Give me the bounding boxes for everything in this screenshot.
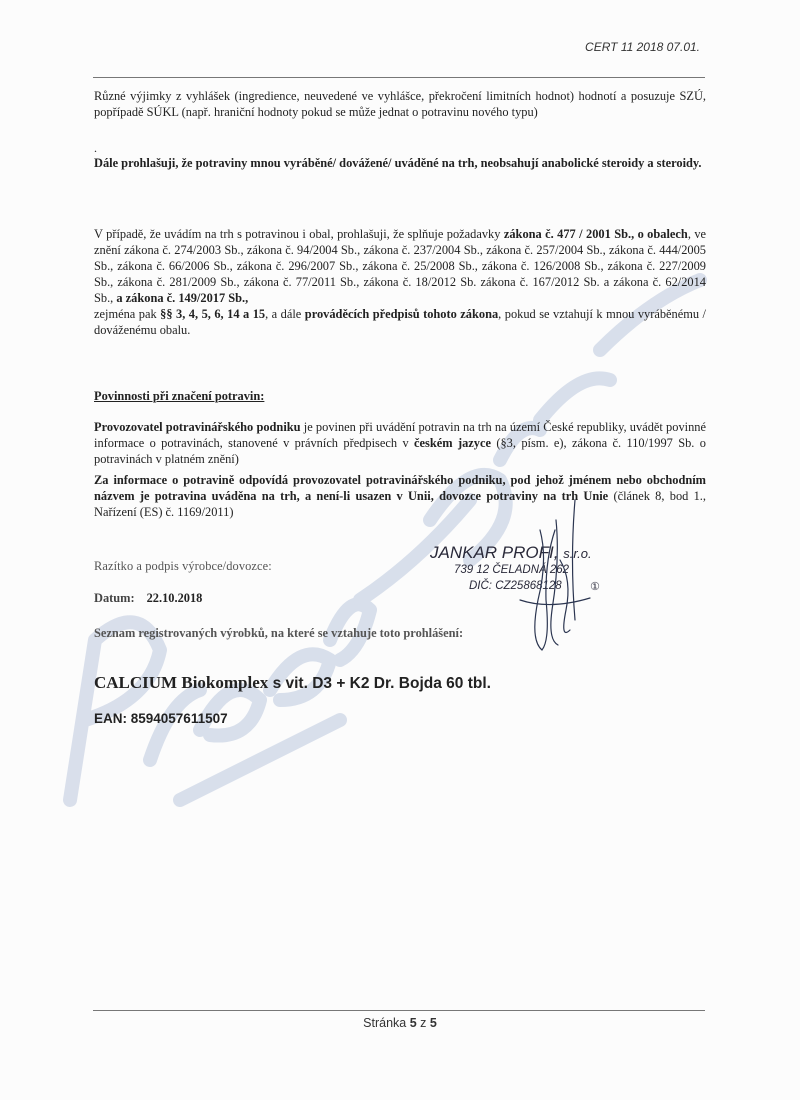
header-rule [93,77,705,78]
stamp-company-suffix: s.r.o. [563,546,592,561]
packaging-amendments: , ve znění zákona č. 274/2003 Sb., zákona č. 94/2004 Sb., zákona č. 237/2004 Sb., zákona č. 257/2004 Sb., zákona č. 444/2005 Sb., zákona č. 66/2006 Sb., zákona č. 296/2007 Sb., zákona č. 25/2008 Sb., zákona č. 126/2008 Sb., zákona č. 227/2009 Sb., zákona č. 281/2009 Sb., zákona č. 77/2011 Sb., zákona č. 18/2012 Sb. zákona č. 167/2012 Sb. a zákona č. 62/2014 Sb., [94,227,707,305]
product-ean: EAN: 8594057611507 [94,711,228,726]
packaging-text-a: V případě, že uvádím na trh s potravinou i obal, prohlašuji, že splňuje požadavky [94,227,504,241]
packaging-sections: §§ 3, 4, 5, 6, 14 a 15 [160,307,266,321]
labeling-paragraph [94,419,706,467]
stamp-signature-label: Razítko a podpis výrobce/dovozce: [94,559,272,573]
packaging-law-2017: a zákona č. 149/2017 Sb., [116,291,249,305]
footer-mid: z [416,1016,430,1030]
stamp-tax-id: DIČ: CZ25868128 [469,580,562,592]
czech-language-term: českém jazyce [414,436,491,450]
footer-prefix: Stránka [363,1016,410,1030]
exceptions-paragraph: Různé výjimky z vyhlášek (ingredience, neuvedené ve vyhlášce, překročení limitních hodnot) hodnotí a posuzuje SZÚ, popřípadě SÚKL (např. hraniční hodnoty pokud se může jednat o potravinu nového typu) [94,89,706,119]
product-name [94,673,491,693]
date-label: Datum: [94,591,135,605]
packaging-text-g: , a dále [265,307,305,321]
product-details: s vit. D3 + K2 Dr. Bojda 60 tbl. [268,675,491,692]
stamp-number-box: ① [590,581,600,593]
page-footer [0,1016,800,1030]
stamp-company-name: JANKAR PROFI, [430,543,559,562]
operator-term: Provozovatel potravinářského podniku [94,420,301,434]
total-pages: 5 [429,1016,437,1030]
steroids-declaration [94,155,706,171]
regulation-reference: (článek 8, bod 1., Nařízení (ES) č. 1169/2011) [94,489,706,519]
date-row [94,591,202,606]
footer-rule [93,1010,705,1011]
labeling-text-b: je povinen při uvádění potravin na trh na území České republiky, uvádět povinné informace o potravinách, stanovené v právních předpisech v [94,420,706,450]
responsibility-paragraph [94,472,706,520]
packaging-text-i: , pokud se vztahují k mnou vyráběnému / dováženému obalu. [94,307,706,337]
separator-dot: . [94,141,97,155]
stamp-address: 739 12 ČELADNÁ 262 [454,564,570,576]
stamp-company [430,543,592,563]
current-page: 5 [409,1016,417,1030]
responsibility-text: Za informace o potravině odpovídá provozovatel potravinářského podniku, pod jehož jménem nebo obchodním názvem je potravina uváděna na trh, a není-li usazen v Unii, dovozce potraviny na trh Unie [94,473,706,503]
packaging-law-ref: zákona č. 477 / 2001 Sb., o obalech [503,227,688,241]
product-list-label: Seznam registrovaných výrobků, na které se vztahuje toto prohlášení: [94,626,464,640]
labeling-text-d: (§3, písm. e), zákona č. 110/1997 Sb. o potravinách v platném znění) [94,436,706,466]
product-brand: CALCIUM Biokomplex [94,673,269,692]
packaging-paragraph [94,226,706,338]
document-code: CERT 11 2018 07.01. [585,40,700,54]
packaging-text-e: zejména pak [94,307,161,321]
labeling-heading: Povinnosti při značení potravin: [94,389,265,403]
date-value: 22.10.2018 [146,591,203,605]
packaging-regulations: prováděcích předpisů tohoto zákona [304,307,499,321]
steroids-text: Dále prohlašuji, že potraviny mnou vyráběné/ dovážené/ uváděné na trh, neobsahují anabolické steroidy a steroidy. [94,156,702,170]
